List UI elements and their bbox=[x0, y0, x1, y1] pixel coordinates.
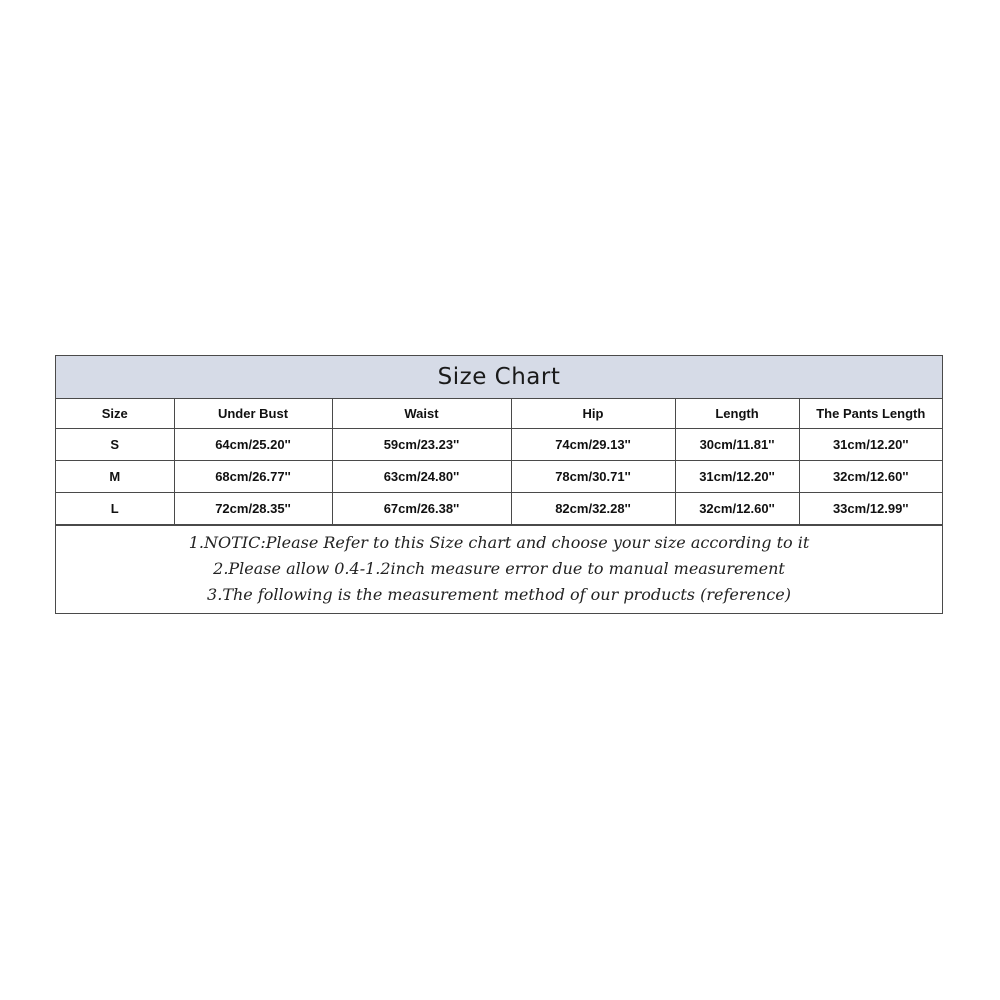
cell-waist: 63cm/24.80'' bbox=[332, 461, 511, 493]
cell-hip: 82cm/32.28'' bbox=[511, 493, 675, 525]
cell-waist: 59cm/23.23'' bbox=[332, 429, 511, 461]
note-line-3: 3.The following is the measurement method of our products (reference) bbox=[207, 584, 791, 604]
cell-hip: 74cm/29.13'' bbox=[511, 429, 675, 461]
header-under-bust: Under Bust bbox=[174, 399, 332, 429]
note-line-2: 2.Please allow 0.4-1.2inch measure error due to manual measurement bbox=[213, 558, 785, 578]
table-row bbox=[56, 461, 942, 493]
size-chart-title-bar bbox=[56, 356, 942, 399]
cell-pants-length: 33cm/12.99'' bbox=[799, 493, 942, 525]
cell-waist: 67cm/26.38'' bbox=[332, 493, 511, 525]
header-hip: Hip bbox=[511, 399, 675, 429]
table-row bbox=[56, 429, 942, 461]
cell-under-bust: 64cm/25.20'' bbox=[174, 429, 332, 461]
cell-size: L bbox=[56, 493, 174, 525]
cell-length: 32cm/12.60'' bbox=[675, 493, 799, 525]
cell-under-bust: 72cm/28.35'' bbox=[174, 493, 332, 525]
note-line-1: 1.NOTIC:Please Refer to this Size chart and choose your size according to it bbox=[188, 532, 810, 552]
header-length: Length bbox=[675, 399, 799, 429]
cell-length: 31cm/12.20'' bbox=[675, 461, 799, 493]
cell-size: S bbox=[56, 429, 174, 461]
header-pants-length: The Pants Length bbox=[799, 399, 942, 429]
cell-under-bust: 68cm/26.77'' bbox=[174, 461, 332, 493]
size-notes bbox=[56, 525, 942, 613]
cell-size: M bbox=[56, 461, 174, 493]
table-header-row bbox=[56, 399, 942, 429]
cell-hip: 78cm/30.71'' bbox=[511, 461, 675, 493]
size-chart-title: Size Chart bbox=[437, 364, 561, 390]
cell-pants-length: 32cm/12.60'' bbox=[799, 461, 942, 493]
size-table bbox=[56, 399, 942, 525]
cell-pants-length: 31cm/12.20'' bbox=[799, 429, 942, 461]
size-chart bbox=[55, 355, 943, 614]
cell-length: 30cm/11.81'' bbox=[675, 429, 799, 461]
table-row bbox=[56, 493, 942, 525]
header-waist: Waist bbox=[332, 399, 511, 429]
header-size: Size bbox=[56, 399, 174, 429]
